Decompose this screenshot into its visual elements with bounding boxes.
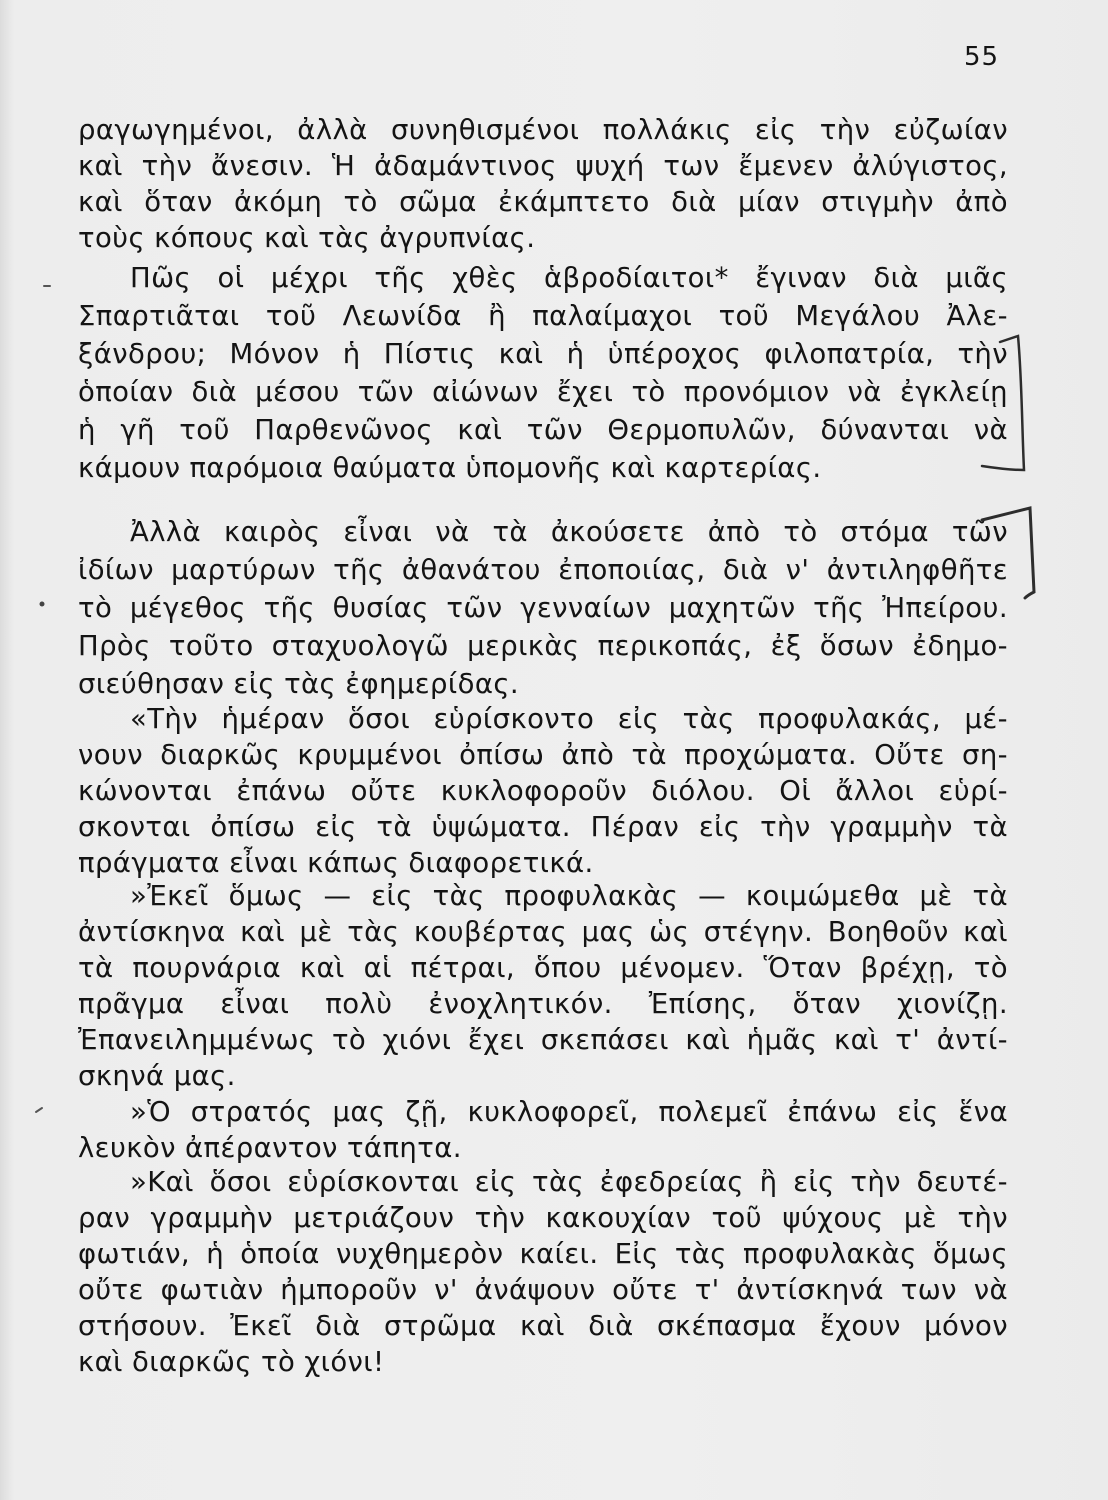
text-line: καὶ διαρκῶς τὸ χιόνι! (78, 1346, 385, 1378)
text-line: »Ἐκεῖ ὅμως — εἰς τὰς προφυλακὰς — κοιμώμεθα μὲ τὰ (130, 880, 1008, 912)
ink-speck (40, 602, 45, 607)
text-line: λευκὸν ἀπέραντον τάπητα. (78, 1132, 462, 1164)
text-line: σκηνά μας. (78, 1060, 236, 1092)
text-line: καὶ ὅταν ἀκόμη τὸ σῶμα ἐκάμπτετο διὰ μίαν στιγμὴν ἀπὸ (78, 186, 1008, 218)
text-line: κώνονται ἐπάνω οὔτε κυκλοφοροῦν διόλου. Οἱ ἄλλοι εὑρί- (78, 775, 1008, 807)
text-line: Πῶς οἱ μέχρι τῆς χθὲς ἁβροδίαιτοι* ἔγιναν διὰ μιᾶς (130, 262, 1008, 294)
text-line: »Ὁ στρατός μας ζῇ, κυκλοφορεῖ, πολεμεῖ ἐπάνω εἰς ἕνα (130, 1096, 1008, 1128)
text-line: σιεύθησαν εἰς τὰς ἐφημερίδας. (78, 668, 520, 700)
text-line: ἀντίσκηνα καὶ μὲ τὰς κουβέρτας μας ὡς στέγην. Βοηθοῦν καὶ (78, 916, 1008, 948)
text-line: Ἀλλὰ καιρὸς εἶναι νὰ τὰ ἀκούσετε ἀπὸ τὸ στόμα τῶν (130, 516, 1008, 548)
text-line: φωτιάν, ἡ ὁποία νυχθημερὸν καίει. Εἰς τὰς προφυλακὰς ὅμως (78, 1238, 1008, 1270)
text-line: ἡ γῆ τοῦ Παρθενῶνος καὶ τῶν Θερμοπυλῶν, δύνανται νὰ (78, 414, 1008, 446)
text-line: τοὺς κόπους καὶ τὰς ἀγρυπνίας. (78, 222, 536, 254)
page-number: 55 (964, 42, 1000, 72)
text-line: ὁποίαν διὰ μέσου τῶν αἰώνων ἔχει τὸ προνόμιον νὰ ἐγκλείῃ (78, 376, 1008, 408)
text-line: ξάνδρου; Μόνον ἡ Πίστις καὶ ἡ ὑπέροχος φιλοπατρία, τὴν (78, 338, 1008, 370)
text-line: νουν διαρκῶς κρυμμένοι ὀπίσω ἀπὸ τὰ προχώματα. Οὔτε ση- (78, 739, 1008, 771)
text-line: ραν γραμμὴν μετριάζουν τὴν κακουχίαν τοῦ ψύχους μὲ τὴν (78, 1202, 1008, 1234)
text-line: »Καὶ ὅσοι εὑρίσκονται εἰς τὰς ἐφεδρείας ἢ εἰς τὴν δευτέ- (130, 1166, 1008, 1198)
text-line: πρᾶγμα εἶναι πολὺ ἐνοχλητικόν. Ἐπίσης, ὅταν χιονίζῃ. (78, 988, 1008, 1020)
text-line: οὔτε φωτιὰν ἠμποροῦν ν' ἀνάψουν οὔτε τ' ἀντίσκηνά των νὰ (78, 1274, 1008, 1306)
pencil-tick-lower (36, 1108, 42, 1112)
text-line: ραγωγημένοι, ἀλλὰ συνηθισμένοι πολλάκις εἰς τὴν εὐζωίαν (78, 114, 1008, 146)
text-line: Ἐπανειλημμένως τὸ χιόνι ἔχει σκεπάσει καὶ ἡμᾶς καὶ τ' ἀντί- (78, 1024, 1008, 1056)
text-line: Πρὸς τοῦτο σταχυολογῶ μερικὰς περικοπάς, ἐξ ὅσων ἐδημο- (78, 630, 1008, 662)
text-line: «Τὴν ἡμέραν ὅσοι εὑρίσκοντο εἰς τὰς προφυλακάς, μέ- (130, 703, 1008, 735)
text-line: τὰ πουρνάρια καὶ αἱ πέτραι, ὅπου μένομεν. Ὅταν βρέχῃ, τὸ (78, 952, 1008, 984)
text-line: σκονται ὀπίσω εἰς τὰ ὑψώματα. Πέραν εἰς τὴν γραμμὴν τὰ (78, 811, 1008, 843)
text-line: πράγματα εἶναι κάπως διαφορετικά. (78, 847, 594, 879)
text-line: τὸ μέγεθος τῆς θυσίας τῶν γενναίων μαχητῶν τῆς Ἠπείρου. (78, 592, 1008, 624)
text-line: κάμουν παρόμοια θαύματα ὑπομονῆς καὶ καρτερίας. (78, 452, 822, 484)
text-line: Σπαρτιᾶται τοῦ Λεωνίδα ἢ παλαίμαχοι τοῦ Μεγάλου Ἀλε- (78, 300, 1008, 332)
text-line: ἰδίων μαρτύρων τῆς ἀθανάτου ἐποποιίας, διὰ ν' ἀντιληφθῆτε (78, 554, 1008, 586)
text-line: στήσουν. Ἐκεῖ διὰ στρῶμα καὶ διὰ σκέπασμα ἔχουν μόνον (78, 1310, 1008, 1342)
text-line: καὶ τὴν ἄνεσιν. Ἡ ἀδαμάντινος ψυχή των ἔμενεν ἀλύγιστος, (78, 150, 1008, 182)
